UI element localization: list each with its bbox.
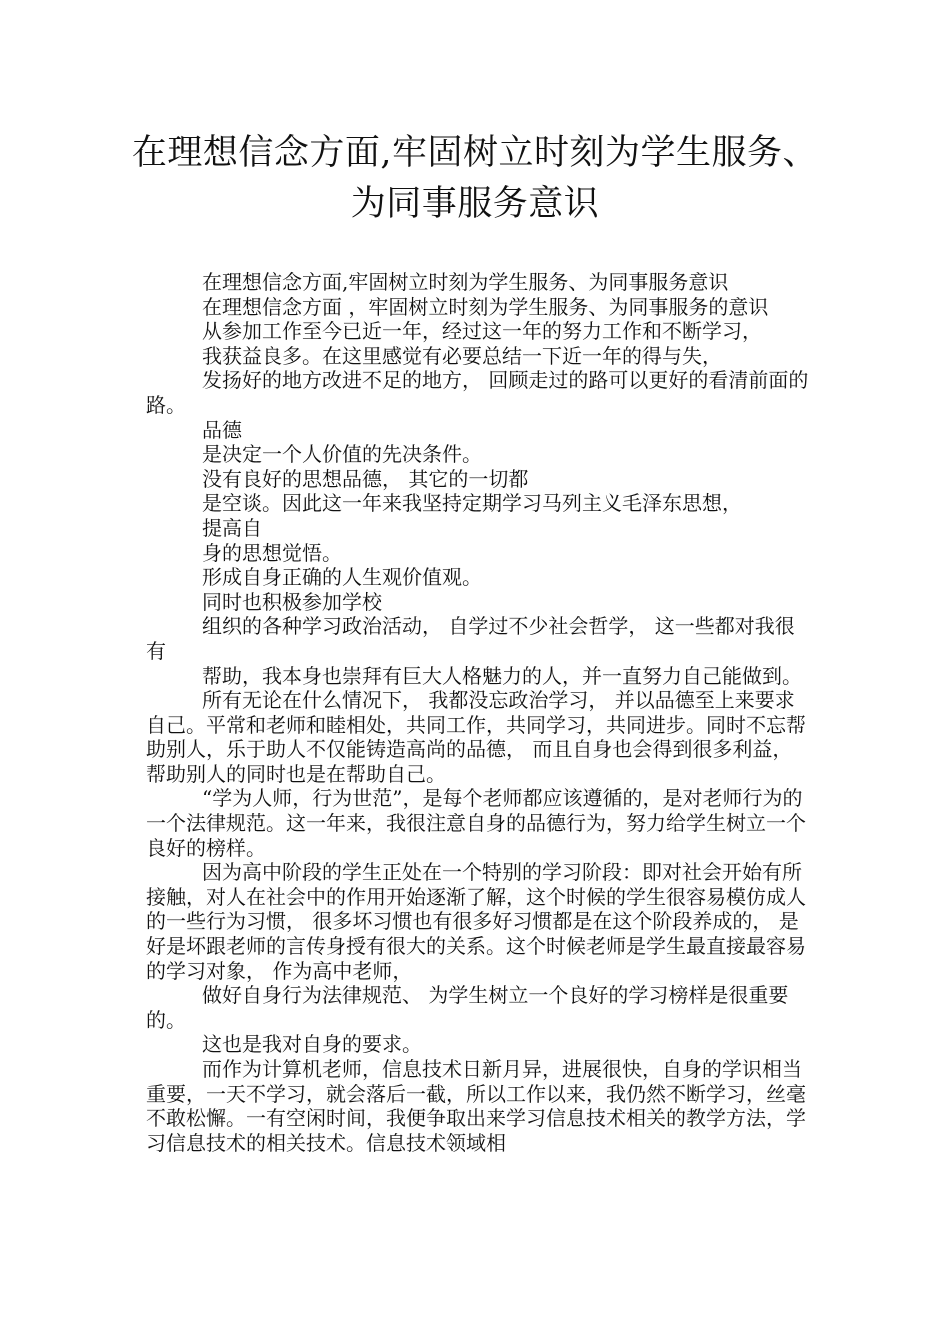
document-title [100,128,850,230]
paragraph: 这也是我对自身的要求。 [202,1032,422,1057]
title-line-2: 为同事服务意识 [350,184,600,224]
paragraph: 形成自身正确的人生观价值观。 [202,565,482,590]
paragraph: 在理想信念方面,牢固树立时刻为学生服务、为同事服务意识 [202,270,729,294]
paragraph: 品德 [202,417,242,442]
document-body [146,270,810,1155]
paragraph: 从参加工作至今已近一年，经过这一年的努力工作和不断学习， [202,319,762,344]
paragraph: 我获益良多。在这里感觉有必要总结一下近一年的得与失， [202,343,722,368]
title-line-1: 在理想信念方面,牢固树立时刻为学生服务、 [131,133,819,173]
paragraph: 而作为计算机老师，信息技术日新月异，进展很快，自身的学识相当重要，一天不学习，就会落后一截，所以工作以来，我仍然不断学习，丝毫不敢松懈。一有空闲时间，我便争取出来学习信息技术相关的教学方法，学习信息技术的相关技术。信息技术领域相 [146,1057,806,1155]
paragraph: 是决定一个人价值的先决条件。 [202,442,482,467]
paragraph: 帮助，我本身也崇拜有巨大人格魅力的人，并一直努力自己能做到。 [202,663,802,688]
paragraph: “学为人师，行为世范”，是每个老师都应该遵循的，是对老师行为的一个法律规范。这一年来，我很注意自身的品德行为，努力给学生树立一个良好的榜样。 [146,786,806,860]
paragraph: 是空谈。因此这一年来我坚持定期学习马列主义毛泽东思想， [202,491,742,516]
paragraph: 发扬好的地方改进不足的地方， 回顾走过的路可以更好的看清前面的路。 [146,368,809,417]
paragraph: 身的思想觉悟。 [202,540,342,565]
paragraph: 提高自 [202,515,262,540]
paragraph: 所有无论在什么情况下， 我都没忘政治学习， 并以品德至上来要求自己。平常和老师和睦相处，共同工作，共同学习，共同进步。同时不忘帮助别人，乐于助人不仅能铸造高尚的品德， 而且自身也会得到很多利益，帮助别人的同时也是在帮助自己。 [146,688,806,786]
paragraph: 同时也积极参加学校 [202,589,382,614]
paragraph: 组织的各种学习政治活动， 自学过不少社会哲学， 这一些都对我很有 [146,614,795,663]
paragraph: 没有良好的思想品德， 其它的一切都 [202,466,529,491]
paragraph: 做好自身行为法律规范、 为学生树立一个良好的学习榜样是很重要的。 [146,983,789,1032]
paragraph: 因为高中阶段的学生正处在一个特别的学习阶段：即对社会开始有所接触，对人在社会中的作用开始逐渐了解，这个时候的学生很容易模仿成人的一些行为习惯， 很多坏习惯也有很多好习惯都是在这个阶段养成的， 是好是坏跟老师的言传身授有很大的关系。这个时候老师是学生最直接最容易的学习对象， 作为高中老师， [146,860,806,983]
paragraph: 在理想信念方面 ，牢固树立时刻为学生服务、为同事服务的意识 [202,294,769,319]
